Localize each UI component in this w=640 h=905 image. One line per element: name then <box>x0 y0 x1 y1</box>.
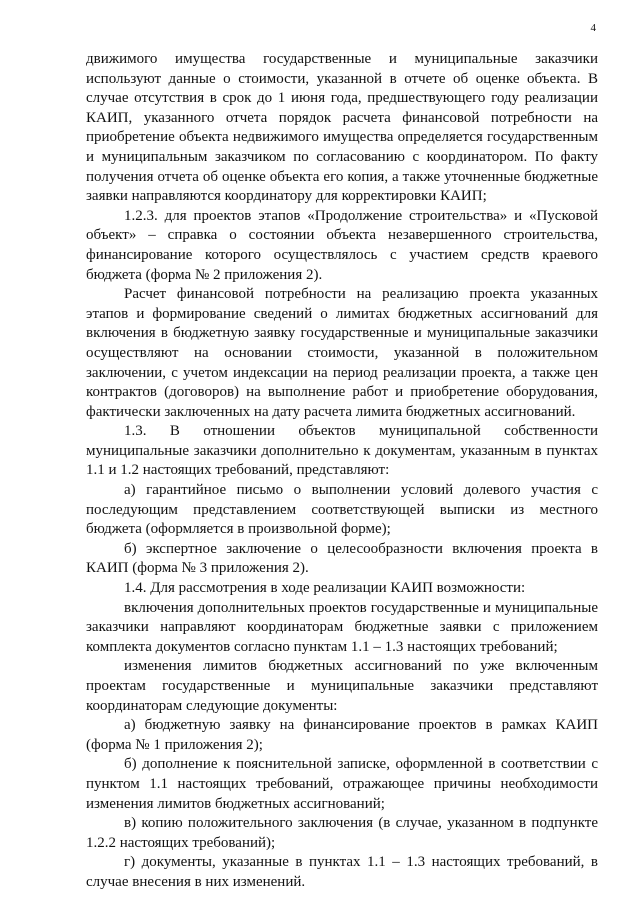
paragraph-1-4-v: в) копию положительного заключения (в случае, указанном в подпункте 1.2.2 настоящих требований); <box>86 815 598 851</box>
document-body <box>86 50 598 893</box>
paragraph-1-4-b: б) дополнение к пояснительной записке, оформленной в соответствии с пунктом 1.1 настоящих требований, отражающее причины необходимости изменения лимитов бюджетных ассигнований; <box>86 756 598 812</box>
paragraph-1-2-3: 1.2.3. для проектов этапов «Продолжение строительства» и «Пусковой объект» – справка о состоянии объекта незавершенного строительства, финансирование которого осуществлялось с участием средств краевого бюджета (форма № 2 приложения 2). <box>86 207 598 283</box>
paragraph-1-3-a: а) гарантийное письмо о выполнении условий долевого участия с последующим представлением соответствующей выписки из местного бюджета (оформляется в произвольной форме); <box>86 482 598 538</box>
paragraph-1-4-g: г) документы, указанные в пунктах 1.1 – 1.3 настоящих требований, в случае внесения в них изменений. <box>86 854 598 890</box>
paragraph-limit-changes: изменения лимитов бюджетных ассигнований по уже включенным проектам государственные и муниципальные заказчики представляют координаторам следующие документы: <box>86 658 598 714</box>
page-number: 4 <box>590 22 596 34</box>
paragraph-1-4-a: а) бюджетную заявку на финансирование проектов в рамках КАИП (форма № 1 приложения 2); <box>86 717 598 753</box>
paragraph-inclusion: включения дополнительных проектов государственные и муниципальные заказчики направляют координаторам бюджетные заявки с приложением комплекта документов согласно пунктам 1.1 – 1.3 настоящих требований; <box>86 599 598 655</box>
paragraph-1-3: 1.3. В отношении объектов муниципальной собственности муниципальные заказчики дополнительно к документам, указанным в пунктах 1.1 и 1.2 настоящих требований, представляют: <box>86 423 598 479</box>
paragraph-1-4: 1.4. Для рассмотрения в ходе реализации КАИП возможности: <box>124 580 526 597</box>
paragraph-1-3-b: б) экспертное заключение о целесообразности включения проекта в КАИП (форма № 3 приложения 2). <box>86 540 598 577</box>
paragraph-calculation: Расчет финансовой потребности на реализацию проекта указанных этапов и формирование сведений о лимитах бюджетных ассигнований для включения в бюджетную заявку государственные и муниципальные заказчики осуществляют на основании стоимости, указанной в положительном заключении, с учетом индексации на период реализации проекта, а также цен контрактов (договоров) на выполнение работ и приобретение оборудования, фактически заключенных на дату расчета лимита бюджетных ассигнований. <box>86 286 598 420</box>
paragraph-continuation: движимого имущества государственные и муниципальные заказчики используют данные о стоимости, указанной в отчете об оценке объекта. В случае отсутствия в срок до 1 июня года, предшествующего году реализации КАИП, указанного отчета порядок расчета финансовой потребности на приобретение объекта недвижимого имущества определяется государственным и муниципальным заказчиком по согласованию с координатором. По факту получения отчета об оценке объекта его копия, а также уточненные бюджетные заявки направляются координатору для корректировки КАИП; <box>86 51 598 205</box>
